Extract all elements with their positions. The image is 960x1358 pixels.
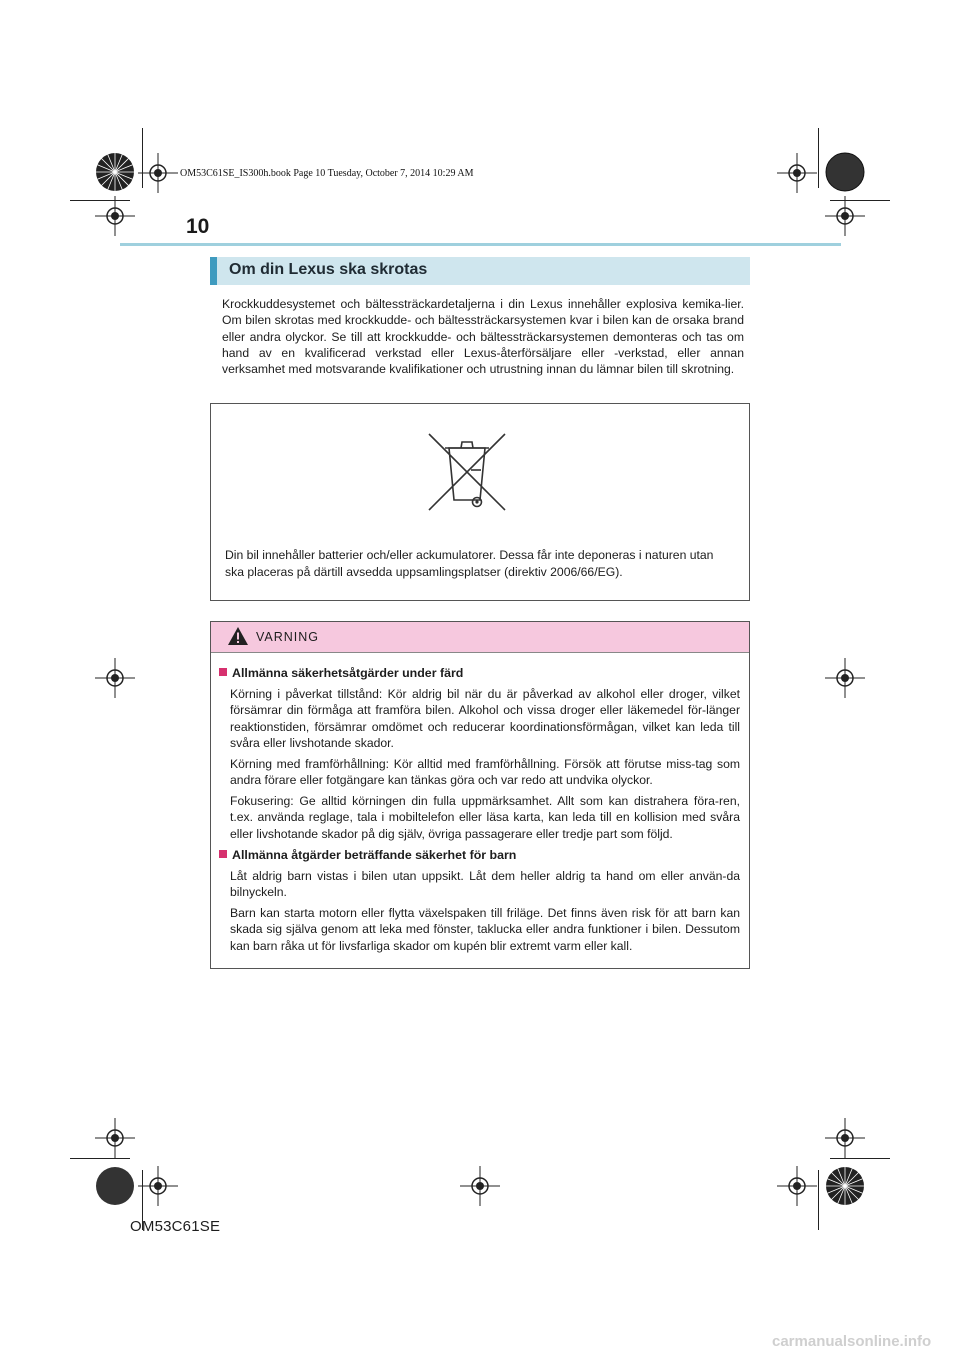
section-title: Om din Lexus ska skrotas xyxy=(229,261,428,278)
warning-paragraph: Fokusering: Ge alltid körningen din fulla uppmärksamhet. Allt som kan distrahera föra-ren, t.ex. använda reglage, tala i mobiltelefon eller läsa karta, kan leda till en kollision med svåra eller livshotande skador på dig själv, övriga passagerare eller tredje part som följd. xyxy=(230,794,740,841)
bullet-square-icon xyxy=(219,668,227,676)
print-header: OM53C61SE_IS300h.book Page 10 Tuesday, October 7, 2014 10:29 AM xyxy=(180,168,474,179)
warning-subheading: Allmänna åtgärder beträffande säkerhet för barn xyxy=(219,848,516,862)
warning-title: VARNING xyxy=(256,630,320,644)
warning-paragraph: Låt aldrig barn vistas i bilen utan uppsikt. Låt dem heller aldrig ta hand om eller använ-da bilnyckeln. xyxy=(230,869,740,900)
crop-line xyxy=(70,1158,130,1159)
header-rule xyxy=(120,243,841,246)
warning-triangle-icon xyxy=(227,626,249,646)
warning-header xyxy=(211,622,749,653)
warning-subheading: Allmänna säkerhetsåtgärder under färd xyxy=(219,666,463,680)
intro-paragraph: Krockkuddesystemet och bältessträckardetaljerna i din Lexus innehåller explosiva kemika-lier. Om bilen skrotas med krockkudde- och bältessträckarsystemen kvar i bilen kan de orsaka brand eller andra olyckor. Se till att krockkudde- och bältessträckarsystemen demonteras och tas om hand av en kvalificerad verkstad eller Lexus-återförsäljare eller -verkstad, eller annan verksamhet med motsvarande kvalifikationer och utrustning innan du lämnar bilen till skrotning. xyxy=(222,297,744,377)
battery-disposal-text: Din bil innehåller batterier och/eller ackumulatorer. Dessa får inte deponeras i naturen utan ska placeras på därtill avsedda uppsamlingsplatser (direktiv 2006/66/EG). xyxy=(225,548,714,579)
watermark: carmanualsonline.info xyxy=(772,1333,932,1350)
registration-starburst-icon xyxy=(95,152,135,192)
crop-line xyxy=(818,128,819,188)
registration-crosshair-icon xyxy=(95,1118,135,1158)
registration-crosshair-icon xyxy=(777,1166,817,1206)
registration-dark-circle-icon xyxy=(95,1166,135,1206)
registration-crosshair-icon xyxy=(138,1166,178,1206)
registration-starburst-icon xyxy=(825,1166,865,1206)
registration-crosshair-icon xyxy=(138,153,178,193)
crop-line xyxy=(830,1158,890,1159)
crop-line xyxy=(818,1170,819,1230)
registration-crosshair-icon xyxy=(95,196,135,236)
registration-crosshair-icon xyxy=(95,658,135,698)
warning-paragraph: Körning i påverkat tillstånd: Kör aldrig bil när du är påverkad av alkohol eller droger, vilket försämrar din förmåga att framföra bilen. Alkohol och vissa droger eller läkemedel för-länger reaktionstiden, försämrar omdömet och reducerar koordinationsförmågan, vilket kan leda till svåra eller livshotande skador. xyxy=(230,687,740,750)
page-number: 10 xyxy=(186,215,210,238)
warning-paragraph: Barn kan starta motorn eller flytta växelspaken till friläge. Det finns även risk för att barn kan skada sig själva genom att leka med fönster, taklucka eller andra funktioner i bilen. Dessutom kan barn råka ut för livsfarliga skador om kupén blir extremt varm eller kall. xyxy=(230,906,740,953)
registration-dark-circle-icon xyxy=(825,152,865,192)
warning-box xyxy=(210,621,750,969)
warning-paragraph: Körning med framförhållning: Kör alltid med framförhållning. Försök att förutse miss-tag som andra förare eller fotgängare kan tänkas göra och var redo att undvika olyckor. xyxy=(230,757,740,788)
registration-crosshair-icon xyxy=(825,658,865,698)
registration-crosshair-icon xyxy=(460,1166,500,1206)
section-heading xyxy=(210,257,750,285)
registration-crosshair-icon xyxy=(825,1118,865,1158)
registration-crosshair-icon xyxy=(825,196,865,236)
registration-crosshair-icon xyxy=(777,153,817,193)
bullet-square-icon xyxy=(219,850,227,858)
crossed-out-wheelie-bin-icon xyxy=(425,430,509,514)
manual-code: OM53C61SE xyxy=(130,1218,221,1235)
battery-disposal-info-box xyxy=(210,403,750,601)
